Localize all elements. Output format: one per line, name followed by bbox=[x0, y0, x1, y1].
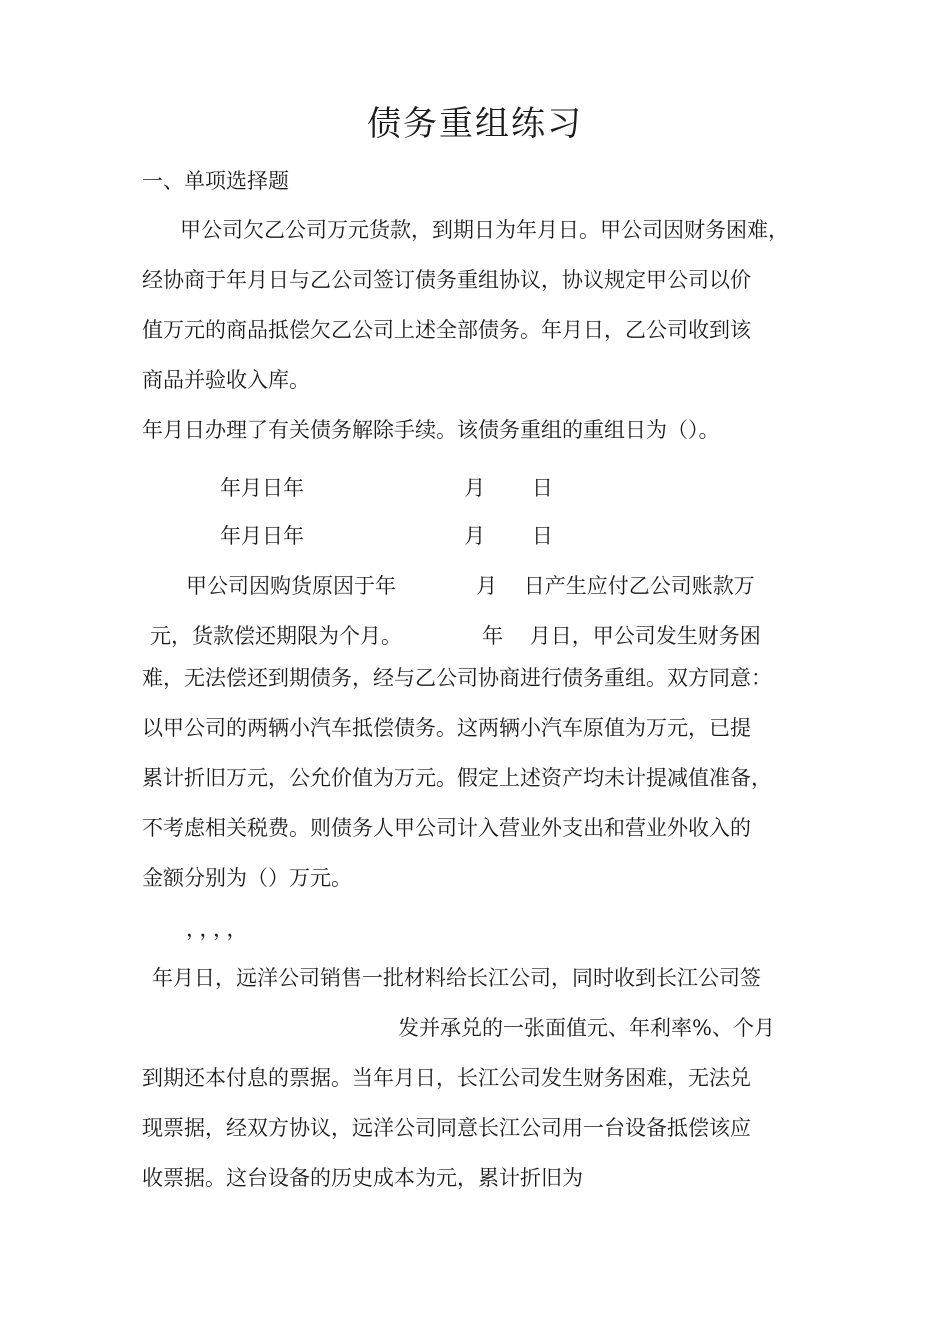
q3-line-4: 现票据，经双方协议，远洋公司同意长江公司用一台设备抵偿该应 bbox=[142, 1116, 751, 1140]
q3-line-3: 到期还本付息的票据。当年月日，长江公司发生财务困难，无法兑 bbox=[142, 1066, 751, 1090]
q3-line-1: 年月日，远洋公司销售一批材料给长江公司，同时收到长江公司签 bbox=[152, 966, 761, 990]
q1-line-4: 商品并验收入库。 bbox=[142, 368, 310, 392]
section-heading: 一、单项选择题 bbox=[142, 169, 289, 193]
q2-line-4: 以甲公司的两辆小汽车抵偿债务。这两辆小汽车原值为万元，已提 bbox=[142, 716, 751, 740]
q2-line-3: 难，无法偿还到期债务，经与乙公司协商进行债务重组。双方同意： bbox=[142, 666, 772, 690]
q2-line-1: 甲公司因购货原因于年 月 日产生应付乙公司账款万 bbox=[186, 574, 755, 598]
page-title: 债务重组练习 bbox=[367, 104, 583, 144]
q1-option-2: 年月日年 月 日 bbox=[220, 524, 553, 548]
q2-line-2: 元，货款偿还期限为个月。 年 月日，甲公司发生财务困 bbox=[150, 624, 761, 648]
q1-line-5: 年月日办理了有关债务解除手续。该债务重组的重组日为（）。 bbox=[142, 418, 720, 442]
q2-line-7: 金额分别为（）万元。 bbox=[142, 866, 352, 890]
q1-line-1: 甲公司欠乙公司万元货款，到期日为年月日。甲公司因财务困难， bbox=[180, 218, 789, 242]
q3-line-2: 发并承兑的一张面值元、年利率%、个月 bbox=[398, 1016, 775, 1040]
q2-line-5: 累计折旧万元，公允价值为万元。假定上述资产均未计提减值准备， bbox=[142, 766, 772, 790]
q1-line-3: 值万元的商品抵偿欠乙公司上述全部债务。年月日，乙公司收到该 bbox=[142, 318, 751, 342]
q2-line-6: 不考虑相关税费。则债务人甲公司计入营业外支出和营业外收入的 bbox=[142, 816, 751, 840]
q1-option-1: 年月日年 月 日 bbox=[220, 476, 553, 500]
q3-line-5: 收票据。这台设备的历史成本为元，累计折旧为 bbox=[142, 1166, 583, 1190]
q1-line-2: 经协商于年月日与乙公司签订债务重组协议，协议规定甲公司以价 bbox=[142, 268, 751, 292]
q2-options: ，，，， bbox=[186, 917, 251, 941]
